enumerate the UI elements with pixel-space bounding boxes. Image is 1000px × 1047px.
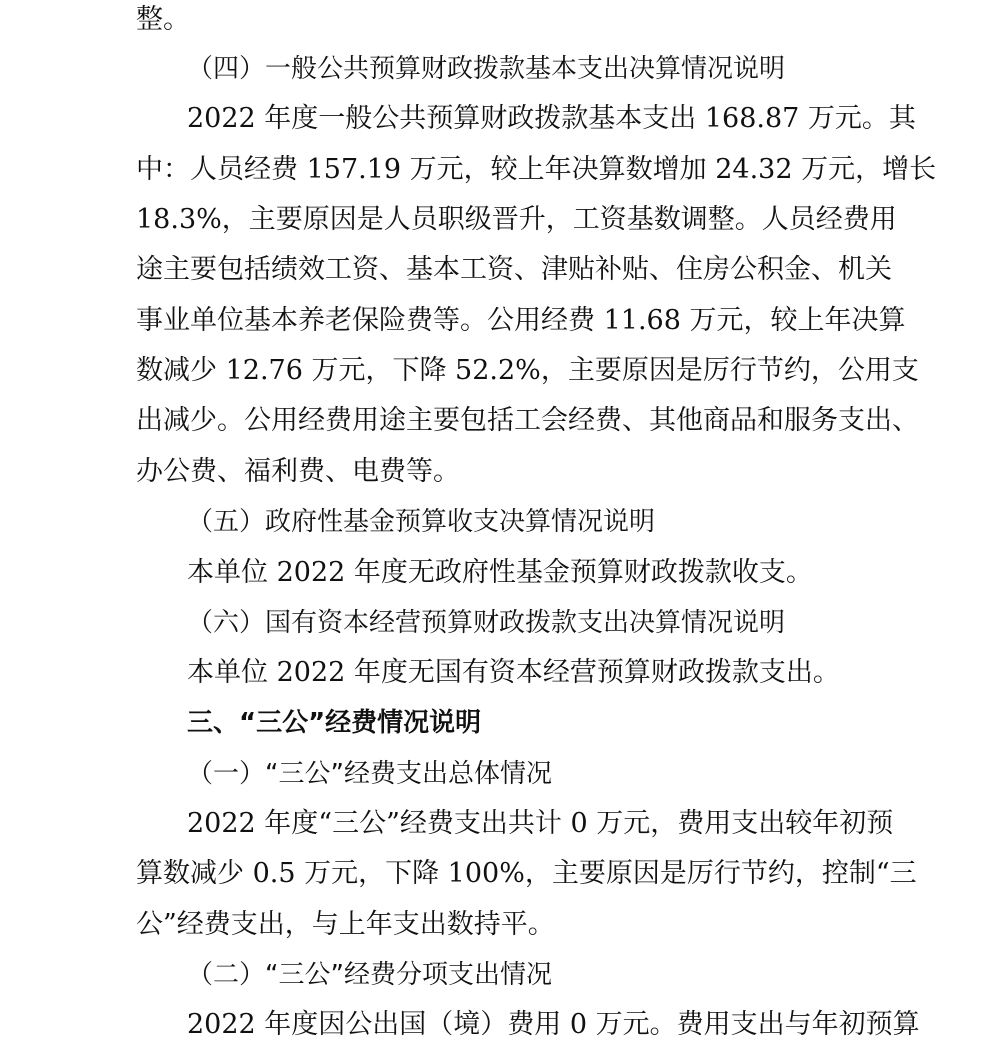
- subsection-heading-4: （四）一般公共预算财政拨款基本支出决算情况说明: [187, 54, 786, 84]
- paragraph-line: 本单位 2022 年度无政府性基金预算财政拨款收支。: [187, 557, 813, 588]
- subsection-heading-5: （五）政府性基金预算收支决算情况说明: [187, 507, 656, 537]
- paragraph-line: 2022 年度因公出国（境）费用 0 万元。费用支出与年初预算: [187, 1009, 920, 1040]
- paragraph-line: 数减少 12.76 万元，下降 52.2%，主要原因是厉行节约，公用支: [136, 355, 919, 386]
- paragraph-line: 公”经费支出，与上年支出数持平。: [136, 909, 555, 940]
- section-heading-3: 三、“三公”经费情况说明: [187, 708, 482, 738]
- subsection-heading-1: （一）“三公”经费支出总体情况: [187, 759, 552, 789]
- paragraph-line: 中：人员经费 157.19 万元，较上年决算数增加 24.32 万元，增长: [136, 154, 937, 185]
- paragraph-line: 整。: [136, 4, 190, 35]
- paragraph-line: 18.3%，主要原因是人员职级晋升，工资基数调整。人员经费用: [136, 204, 897, 235]
- subsection-heading-6: （六）国有资本经营预算财政拨款支出决算情况说明: [187, 608, 786, 638]
- subsection-heading-2: （二）“三公”经费分项支出情况: [187, 960, 552, 990]
- paragraph-line: 本单位 2022 年度无国有资本经营预算财政拨款支出。: [187, 657, 840, 688]
- paragraph-line: 办公费、福利费、电费等。: [136, 456, 460, 487]
- paragraph-line: 出减少。公用经费用途主要包括工会经费、其他商品和服务支出、: [136, 405, 919, 436]
- paragraph-line: 事业单位基本养老保险费等。公用经费 11.68 万元，较上年决算: [136, 305, 906, 336]
- paragraph-line: 途主要包括绩效工资、基本工资、津贴补贴、住房公积金、机关: [136, 254, 892, 285]
- paragraph-line: 2022 年度一般公共预算财政拨款基本支出 168.87 万元。其: [187, 103, 916, 134]
- paragraph-line: 2022 年度“三公”经费支出共计 0 万元，费用支出较年初预: [187, 808, 894, 839]
- paragraph-line: 算数减少 0.5 万元，下降 100%，主要原因是厉行节约，控制“三: [136, 858, 917, 889]
